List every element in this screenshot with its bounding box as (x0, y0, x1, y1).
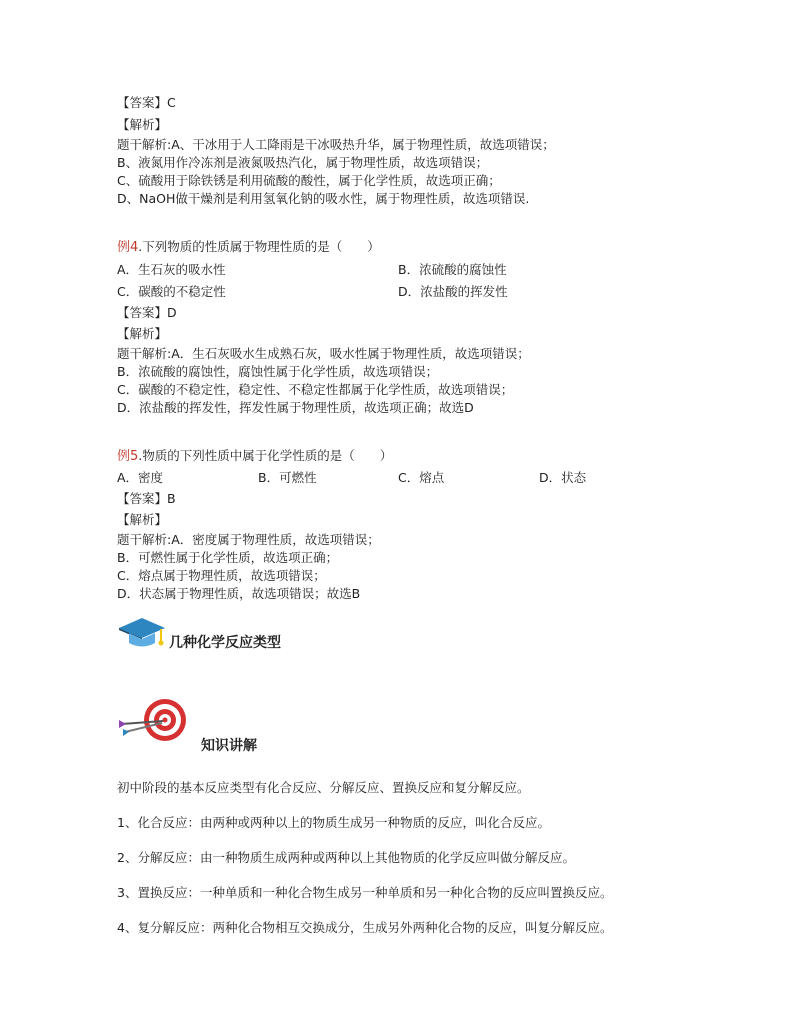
section-title-knowledge: 知识讲解 (201, 738, 257, 754)
answer-line: 【答案】B (117, 491, 176, 506)
example-label: 例4 (117, 240, 139, 255)
knowledge-item: 2、分解反应：由一种物质生成两种或两种以上其他物质的化学反应叫做分解反应。 (117, 850, 575, 865)
knowledge-intro: 初中阶段的基本反应类型有化合反应、分解反应、置换反应和复分解反应。 (117, 780, 530, 795)
analysis-label: 【解析】 (117, 512, 168, 527)
analysis-label: 【解析】 (117, 326, 168, 341)
analysis-line: 题干解析:A．生石灰吸水生成熟石灰，吸水性属于物理性质，故选项错误； (117, 346, 530, 361)
analysis-line: C、硫酸用于除铁锈是利用硫酸的酸性，属于化学性质，故选项正确； (117, 173, 501, 188)
analysis-line: B．浓硫酸的腐蚀性，腐蚀性属于化学性质，故选项错误； (117, 364, 439, 379)
example-label: 例5 (117, 449, 139, 464)
section-title-reaction-types: 几种化学反应类型 (169, 635, 281, 651)
target-arrows-icon (117, 698, 187, 746)
knowledge-item: 3、置换反应：一种单质和一种化合物生成另一种单质和另一种化合物的反应叫置换反应。 (117, 885, 613, 900)
analysis-line: 题干解析:A．密度属于物理性质，故选项错误； (117, 532, 380, 547)
option-d: D．状态 (539, 470, 587, 485)
question-text: .下列物质的性质属于物理性质的是（ ） (138, 239, 380, 254)
analysis-line: D．状态属于物理性质，故选项错误；故选B (117, 586, 361, 601)
analysis-line: B．可燃性属于化学性质，故选项正确； (117, 550, 339, 565)
option-b: B．浓硫酸的腐蚀性 (398, 262, 507, 277)
knowledge-item: 4、复分解反应：两种化合物相互交换成分，生成另外两种化合物的反应，叫复分解反应。 (117, 920, 613, 935)
analysis-line: D．浓盐酸的挥发性，挥发性属于物理性质，故选项正确；故选D (117, 400, 474, 415)
knowledge-item: 1、化合反应：由两种或两种以上的物质生成另一种物质的反应，叫化合反应。 (117, 815, 550, 830)
example-4-question (117, 239, 380, 256)
analysis-line: 题干解析:A、干冰用于人工降雨是干冰吸热升华，属于物理性质，故选项错误； (117, 137, 555, 152)
option-a: A．生石灰的吸水性 (117, 262, 226, 277)
analysis-line: C．熔点属于物理性质，故选项错误； (117, 568, 326, 583)
answer-line: 【答案】D (117, 305, 177, 320)
option-a: A．密度 (117, 470, 164, 485)
option-b: B．可燃性 (258, 470, 317, 485)
analysis-line: B、液氮用作冷冻剂是液氮吸热汽化，属于物理性质，故选项错误； (117, 155, 489, 170)
question-text: .物质的下列性质中属于化学性质的是（ ） (138, 448, 393, 463)
analysis-line: C．碳酸的不稳定性，稳定性、不稳定性都属于化学性质，故选项错误； (117, 382, 514, 397)
answer-line: 【答案】C (117, 95, 176, 110)
option-c: C．熔点 (398, 470, 445, 485)
analysis-line: D、NaOH做干燥剂是利用氢氧化钠的吸水性，属于物理性质，故选项错误. (117, 191, 530, 206)
example-5-question (117, 448, 392, 465)
option-c: C．碳酸的不稳定性 (117, 284, 226, 299)
graduation-cap-icon (117, 616, 167, 652)
option-d: D．浓盐酸的挥发性 (398, 284, 508, 299)
analysis-label: 【解析】 (117, 117, 168, 132)
